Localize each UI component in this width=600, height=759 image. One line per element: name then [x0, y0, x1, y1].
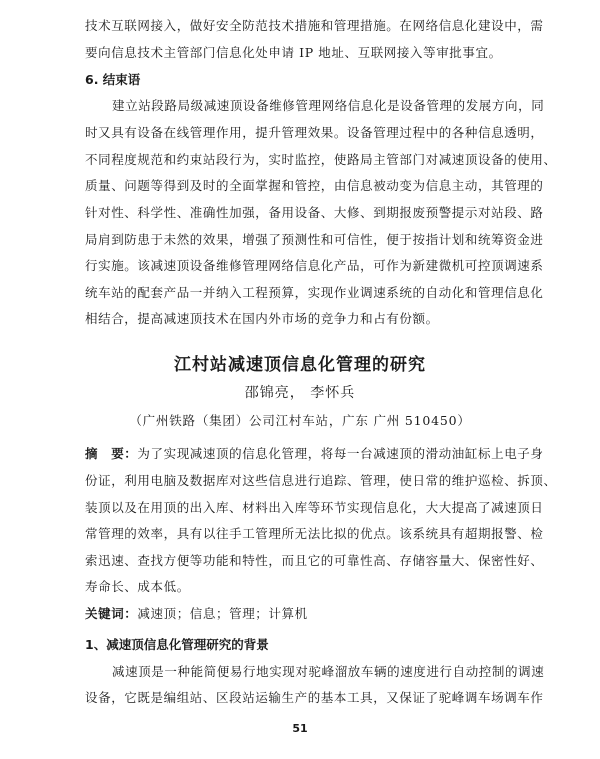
top-paragraph-line-2: 要向信息技术主管部门信息化处申请 IP 地址、互联网接入等审批事宜。 [85, 45, 502, 60]
abstract-text-1: 为了实现减速顶的信息化管理，将每一台减速顶的滑动油缸标上电子身 [137, 446, 544, 461]
conclusion-line-7: 行实施。该减速顶设备维修管理网络信息化产品，可作为新建微机可控顶调速系 [85, 258, 544, 273]
conclusion-line-8: 统车站的配套产品一并纳入工程预算，实现作业调速系统的自动化和管理信息化 [85, 285, 544, 300]
page-number: 51 [292, 722, 308, 735]
abstract-line-6: 寿命长、成本低。 [85, 579, 190, 594]
keywords-label: 关键词： [85, 606, 138, 621]
section1-line-1: 减速顶是一种能简便易行地实现对驼峰溜放车辆的速度进行自动控制的调速 [112, 664, 545, 679]
conclusion-line-1: 建立站段路局级减速顶设备维修管理网络信息化是设备管理的发展方向，同 [112, 98, 545, 113]
abstract-line-5: 索迅速、查找方便等功能和特性，而且它的可靠性高、存储容量大、保密性好、 [85, 553, 544, 568]
conclusion-line-9: 相结合，提高减速顶技术在国内外市场的竞争力和占有份额。 [85, 311, 439, 326]
conclusion-line-5: 针对性、科学性、准确性加强，备用设备、大修、到期报废预警提示对站段、路 [85, 205, 544, 220]
conclusion-line-4: 质量、问题等得到及时的全面掌握和管控，由信息被动变为信息主动，其管理的 [85, 178, 544, 193]
top-paragraph-line-1: 技术互联网接入，做好安全防范技术措施和管理措施。在网络信息化建设中，需 [85, 18, 544, 33]
conclusion-heading: 6. 结束语 [85, 72, 141, 87]
abstract-line-4: 常管理的效率，具有以往手工管理所无法比拟的优点。该系统具有超期报警、检 [85, 526, 544, 541]
article-affiliation: （广州铁路（集团）公司江村车站，广东 广州 510450） [129, 413, 471, 428]
conclusion-line-2: 时又具有设备在线管理作用，提升管理效果。设备管理过程中的各种信息透明， [85, 125, 544, 140]
section1-line-2: 设备，它既是编组站、区段站运输生产的基本工具，又保证了驼峰调车场调车作 [85, 690, 544, 705]
abstract-line-3: 装顶以及在用顶的出入库、材料出入库等环节实现信息化，大大提高了减速顶日 [85, 500, 544, 515]
article-authors: 邵锦亮， 李怀兵 [244, 385, 356, 401]
abstract-line-2: 份证，利用电脑及数据库对这些信息进行追踪、管理，使日常的维护巡检、拆顶、 [85, 473, 557, 488]
abstract-label: 摘 要： [85, 446, 138, 461]
section1-heading: 1、减速顶信息化管理研究的背景 [85, 637, 269, 652]
keywords-text: 减速顶；信息；管理；计算机 [137, 606, 308, 621]
abstract-line-1 [85, 446, 544, 462]
keywords-line [85, 606, 308, 622]
article-title: 江村站减速顶信息化管理的研究 [174, 355, 426, 375]
conclusion-line-3: 不同程度规范和约束站段行为，实时监控，使路局主管部门对减速顶设备的使用、 [85, 152, 557, 167]
conclusion-line-6: 局肩到防患于未然的效果，增强了预测性和可信性，便于按指计划和统筹资金进 [85, 232, 544, 247]
